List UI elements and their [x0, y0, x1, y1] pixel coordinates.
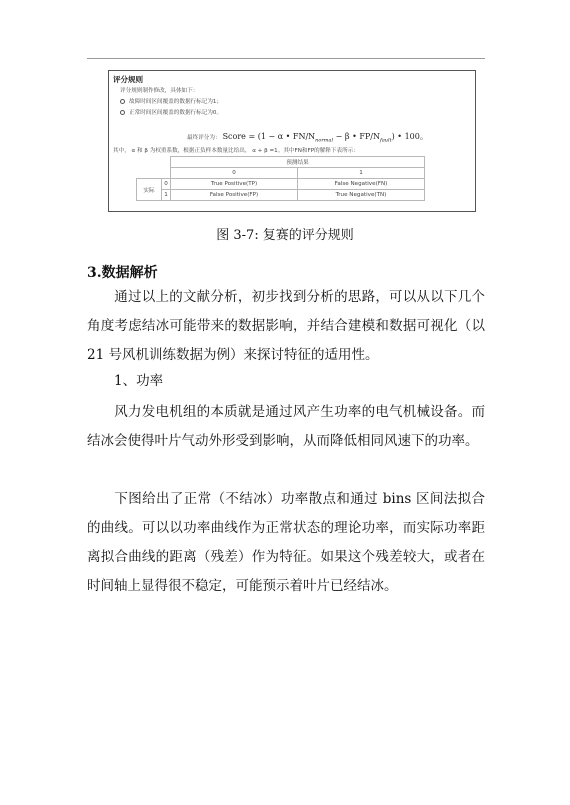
figure-caption [0, 224, 570, 243]
formula-subscript: normal [315, 137, 334, 144]
formula-expression [222, 132, 428, 144]
col-label: 0 [171, 168, 298, 179]
actual-label: 实际 [137, 179, 162, 201]
table-cell [162, 157, 171, 168]
figure-bullet-fault [120, 97, 222, 105]
predicted-header: 预测结果 [171, 157, 425, 168]
caption-label: 图 3-7: [216, 228, 259, 243]
formula-part: − β • FP/N [333, 132, 380, 141]
formula-label: 最终评分为： [187, 135, 221, 141]
table-row [137, 190, 425, 201]
table-row [137, 157, 425, 168]
paragraph-text: 下图给出了正常（不结冰）功率散点和通过 bins 区间法拟合的曲线。可以以功率曲线作为正常状态的理论功率，而实际功率距离拟合曲线的距离（残差）作为特征。如果这个残差较大，或者在时间轴上显得很不稳定，可能预示着叶片已经结冰。 [87, 491, 485, 594]
formula-part: Score = (1 − α • FN/N [222, 132, 316, 141]
table-cell [137, 168, 162, 179]
figure-intro: 评分规则制作修改，具体如下： [120, 88, 199, 94]
subheading-power: 1、功率 [114, 373, 164, 389]
col-label: 1 [298, 168, 425, 179]
figure-where-text: 其中， α 和 β 为权重系数，根据正负样本数量比给出， α + β =1。其中FN和FP的解释下表所示： [113, 148, 359, 154]
row-label: 1 [162, 190, 171, 201]
table-cell [137, 157, 162, 168]
matrix-cell: True Positive(TP) [171, 179, 298, 190]
bullet-text: 正常时间区间覆盖的数据行标记为0。 [129, 110, 223, 116]
bullet-circle-icon [120, 110, 125, 115]
paragraph-power [87, 398, 485, 456]
header-rule [87, 58, 485, 59]
confusion-matrix-table [136, 156, 425, 201]
caption-text: 复赛的评分规则 [262, 228, 354, 243]
figure-title: 评分规则 [113, 75, 143, 84]
figure-bullet-normal [120, 108, 222, 116]
scoring-rules-figure [108, 70, 476, 212]
bullet-circle-icon [120, 99, 125, 104]
section-heading: 3.数据解析 [87, 265, 158, 281]
paragraph-intro [87, 283, 485, 370]
table-row [137, 168, 425, 179]
matrix-cell: False Positive(FP) [171, 190, 298, 201]
score-formula [187, 124, 428, 144]
formula-part: ) • 100。 [391, 132, 428, 141]
bullet-text: 故障时间区间覆盖的数据行标记为1； [129, 99, 223, 105]
paragraph-text: 通过以上的文献分析，初步找到分析的思路，可以从以下几个角度考虑结冰可能带来的数据影响，并结合建模和数据可视化（以 21 号风机训练数据为例）来探讨特征的适用性。 [87, 289, 485, 363]
table-row [137, 179, 425, 190]
formula-subscript: fault [379, 137, 392, 144]
matrix-cell: True Negative(TN) [298, 190, 425, 201]
row-label: 0 [162, 179, 171, 190]
paragraph-text: 风力发电机组的本质就是通过风产生功率的电气机械设备。而结冰会使得叶片气动外形受到影响，从而降低相同风速下的功率。 [87, 404, 485, 449]
matrix-cell: False Negative(FN) [298, 179, 425, 190]
table-cell [162, 168, 171, 179]
paragraph-power-curve [87, 485, 485, 601]
